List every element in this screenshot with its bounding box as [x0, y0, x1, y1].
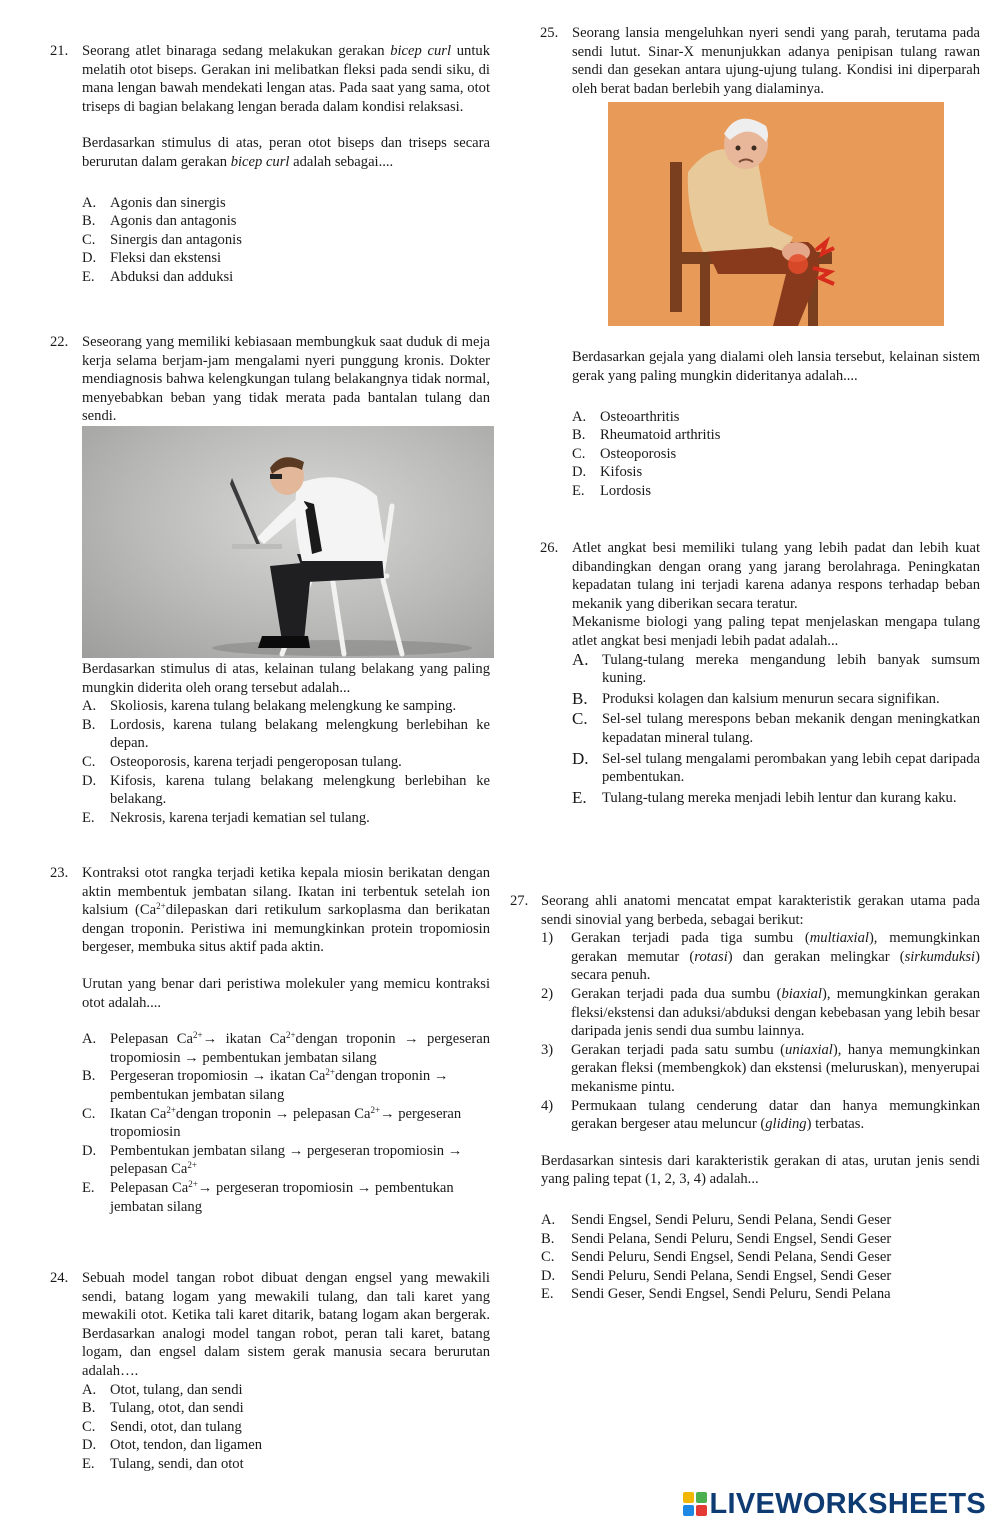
question-stem: Kontraksi otot rangka terjadi ketika kepala miosin berikatan dengan aktin membentuk jembatan silang. Ikatan ini terbentuk setelah ion kalsium ($Ca^{2+}dilepaskan$ dari retikulum sarkoplasma dan berikatan dengan troponin. Peristiwa ini memungkinkan protein tropomiosin bergeser, membuka situs aktif pada aktin.	[82, 865, 490, 956]
liveworksheets-logo[interactable]	[682, 1487, 987, 1520]
option-e[interactable]: E. Pelepasan $Ca^{2+}\to$ pergeseran tropomiosin → pembentukan jembatan silang	[82, 1178, 454, 1215]
question-number: 23.	[50, 865, 69, 881]
characteristics-list	[541, 929, 980, 1134]
option-a[interactable]: A. Agonis dan sinergis	[82, 194, 226, 211]
option-c[interactable]: C. Sinergis dan antagonis	[82, 231, 242, 248]
question-26	[540, 539, 980, 809]
option-d[interactable]: D. Otot, tendon, dan ligamen	[82, 1437, 262, 1454]
option-d[interactable]: D. Pembentukan jembatan silang → pergeseran tropomiosin → pelepasan $Ca^{2+}$	[82, 1142, 463, 1178]
option-c[interactable]: C. Sendi, otot, dan tulang	[82, 1418, 242, 1435]
liveworksheets-logo-icon	[682, 1491, 708, 1517]
option-e[interactable]: E. Nekrosis, karena terjadi kematian sel tulang.	[82, 809, 370, 826]
question-prompt: Urutan yang benar dari peristiwa molekuler yang memicu kontraksi otot adalah....	[82, 975, 490, 1011]
question-prompt: Berdasarkan sintesis dari karakteristik gerakan di atas, urutan jenis sendi yang paling tepat (1, 2, 3, 4) adalah...	[541, 1152, 980, 1188]
question-21	[50, 42, 490, 287]
option-d[interactable]: D. Kifosis, karena tulang belakang melengkung berlebihan ke belakang.	[82, 772, 490, 808]
question-27	[510, 892, 980, 1304]
question-number: 22.	[50, 334, 69, 350]
question-number: 25.	[540, 25, 559, 41]
question-stem: Seorang lansia mengeluhkan nyeri sendi yang parah, terutama pada sendi lutut. Sinar-X menunjukkan adanya penipisan tulang rawan sendi dan gesekan antara ujung-ujung tulang. Kondisi ini diperparah oleh berat badan berlebih yang dialaminya.	[572, 25, 980, 97]
option-b[interactable]: B. Lordosis, karena tulang belakang melengkung berlebihan ke depan.	[82, 716, 490, 752]
question-number: 24.	[50, 1270, 69, 1286]
question-stem: Sebuah model tangan robot dibuat dengan engsel yang mewakili sendi, batang logam yang mewakili tulang, dan tali karet yang mewakili otot. Ketika tali karet ditarik, batang logam akan bergerak. Berdasarkan analogi model tangan robot, peran tali karet, batang logam, dan engsel dalam sistem gerak manusia secara berurutan adalah….	[82, 1270, 490, 1379]
question-prompt: Berdasarkan stimulus di atas, kelainan tulang belakang yang paling mungkin diderita oleh orang tersebut adalah...	[82, 660, 490, 696]
options-list	[572, 408, 980, 501]
option-a[interactable]: A. Sendi Engsel, Sendi Peluru, Sendi Pelana, Sendi Geser	[541, 1211, 892, 1228]
question-22	[50, 333, 490, 827]
option-e[interactable]: E. Tulang, sendi, dan otot	[82, 1455, 244, 1472]
option-d[interactable]: D. Fleksi dan ekstensi	[82, 250, 222, 267]
logo-text: LIVEWORKSHEETS	[709, 1487, 986, 1520]
options-list	[82, 1030, 490, 1216]
options-list	[572, 651, 980, 808]
option-b[interactable]: B. Sendi Pelana, Sendi Peluru, Sendi Engsel, Sendi Geser	[541, 1230, 892, 1247]
question-number: 27.	[510, 893, 529, 909]
options-list	[541, 1211, 980, 1304]
question-stem: Seorang ahli anatomi mencatat empat karakteristik gerakan utama pada sendi sinovial yang berbeda, sebagai berikut:	[541, 893, 980, 928]
options-list	[82, 194, 490, 287]
question-stem: Seorang atlet binaraga sedang melakukan gerakan bicep curl untuk melatih otot biseps. Gerakan ini melibatkan fleksi pada sendi siku, di mana lengan bawah mendekati lengan atas. Pada saat yang sama, otot triseps di bagian belakang lengan berada dalam kondisi relaksasi.	[82, 43, 490, 115]
question-25	[540, 24, 980, 501]
option-a[interactable]: A. Tulang-tulang mereka mengandung lebih banyak sumsum kuning.	[572, 649, 980, 687]
question-number: 26.	[540, 540, 559, 556]
characteristic-4: 4) Permukaan tulang cenderung datar dan hanya memungkinkan gerakan bergeser atau meluncur (gliding) terbatas.	[541, 1097, 980, 1133]
characteristic-1: 1) Gerakan terjadi pada tiga sumbu (multiaxial), memungkinkan gerakan memutar (rotasi) dan gerakan melingkar (sirkumduksi) secara penuh.	[541, 930, 981, 984]
question-prompt: Berdasarkan stimulus di atas, peran otot biseps dan triseps secara berurutan dalam gerakan bicep curl adalah sebagai....	[82, 135, 490, 170]
question-stem: Atlet angkat besi memiliki tulang yang lebih padat dan lebih kuat dibandingkan dengan orang yang jarang berolahraga. Peningkatan kepadatan tulang ini terjadi karena adanya respons terhadap beban mekanik yang diberikan secara teratur.	[572, 540, 980, 612]
option-d[interactable]: D. Sel-sel tulang mengalami perombakan yang lebih cepat daripada pembentukan.	[572, 748, 980, 786]
question-23	[50, 864, 490, 1216]
question-prompt: Mekanisme biologi yang paling tepat menjelaskan mengapa tulang atlet angkat besi menjadi lebih padat adalah...	[572, 614, 980, 649]
option-d[interactable]: D. Sendi Peluru, Sendi Pelana, Sendi Engsel, Sendi Geser	[541, 1267, 892, 1284]
question-prompt: Berdasarkan gejala yang dialami oleh lansia tersebut, kelainan sistem gerak yang paling mungkin dideritanya adalah....	[572, 349, 980, 384]
option-e[interactable]: E. Tulang-tulang mereka menjadi lebih lentur dan kurang kaku.	[572, 787, 957, 807]
option-a[interactable]: A. Skoliosis, karena tulang belakang melengkung ke samping.	[82, 698, 457, 715]
options-list	[82, 1381, 490, 1474]
option-c[interactable]: C. Sel-sel tulang merespons beban mekanik dengan meningkatkan kepadatan mineral tulang.	[572, 709, 980, 746]
hunched-man-laptop-photo	[82, 426, 494, 658]
option-a[interactable]: A. Osteoarthritis	[572, 408, 680, 425]
option-d[interactable]: D. Kifosis	[572, 464, 643, 481]
option-e[interactable]: E. Sendi Geser, Sendi Engsel, Sendi Peluru, Sendi Pelana	[541, 1286, 891, 1303]
option-b[interactable]: B. Pergeseran tropomiosin → ikatan $Ca^{2+}dengan$ troponin → pembentukan jembatan silang	[82, 1067, 449, 1103]
option-b[interactable]: B. Agonis dan antagonis	[82, 213, 237, 230]
option-c[interactable]: C. Osteoporosis, karena terjadi pengeroposan tulang.	[82, 753, 402, 770]
option-c[interactable]: C. Ikatan $Ca^{2+}dengan$ troponin → pelepasan $Ca^{2+}\to$ pergeseran tropomiosin	[82, 1104, 462, 1141]
option-e[interactable]: E. Lordosis	[572, 482, 652, 499]
question-24	[50, 1269, 490, 1474]
question-number: 21.	[50, 43, 69, 59]
option-e[interactable]: E. Abduksi dan adduksi	[82, 268, 234, 285]
option-a[interactable]: A. Otot, tulang, dan sendi	[82, 1381, 243, 1398]
question-stem: Seseorang yang memiliki kebiasaan membungkuk saat duduk di meja kerja selama berjam-jam mengalami nyeri punggung kronis. Dokter mendiagnosis bahwa kelengkungan tulang belakangnya tidak normal, menyebabkan beban yang tidak merata pada bantalan tulang dan sendi.	[82, 334, 490, 425]
options-list	[82, 697, 490, 827]
characteristic-2: 2) Gerakan terjadi pada dua sumbu (biaxial), memungkinkan gerakan fleksi/ekstensi dan aduksi/abduksi dengan kebebasan yang lebih besar daripada jenis sendi dua sumbu lainnya.	[541, 985, 980, 1040]
option-b[interactable]: B. Rheumatoid arthritis	[572, 427, 721, 444]
elderly-man-knee-pain-illustration	[608, 102, 944, 326]
option-a[interactable]: A. Pelepasan $Ca^{2+}\to ikatan$ $Ca^{2+}dengan$ troponin → pergeseran tropomiosin → pembentukan jembatan silang	[82, 1030, 490, 1066]
characteristic-3: 3) Gerakan terjadi pada satu sumbu (uniaxial), hanya memungkinkan gerakan fleksi (membengkok) dan ekstensi (meluruskan), menyerupai mekanisme pintu.	[541, 1041, 980, 1095]
option-c[interactable]: C. Osteoporosis	[572, 445, 677, 462]
option-b[interactable]: B. Produksi kolagen dan kalsium menurun secara signifikan.	[572, 688, 940, 708]
option-b[interactable]: B. Tulang, otot, dan sendi	[82, 1400, 244, 1417]
option-c[interactable]: C. Sendi Peluru, Sendi Engsel, Sendi Pelana, Sendi Geser	[541, 1249, 892, 1266]
